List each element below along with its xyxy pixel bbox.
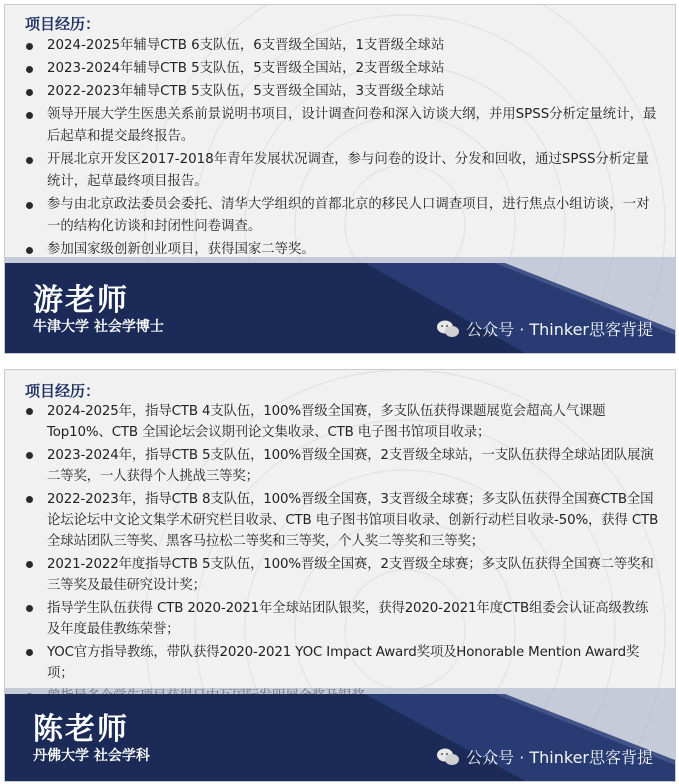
watermark-text: 公众号 · Thinker思客背提 — [466, 748, 653, 767]
list-item: 参与由北京政法委员会委托、清华大学组织的首都北京的移民人口调查项目，进行焦点小组访谈，一对一的结构化访谈和封闭性问卷调查。 — [23, 194, 661, 238]
watermark — [436, 745, 653, 768]
list-item: 开展北京开发区2017-2018年青年发展状况调查，参与问卷的设计、分发和回收，通过SPSS分析定量统计，起草最终项目报告。 — [23, 149, 661, 193]
list-item: 2023-2024年辅导CTB 5支队伍，5支晋级全国站，2支晋级全球站 — [23, 58, 661, 80]
teacher-card-chen — [4, 369, 676, 782]
wechat-icon — [436, 747, 460, 767]
teacher-name: 陈老师 — [33, 712, 129, 747]
list-item: 参加国家级创新创业项目，获得国家二等奖。 — [23, 239, 661, 261]
list-item: 领导开展大学生医患关系前景说明书项目，设计调查问卷和深入访谈大纲，并用SPSS分析定量统计，最后起草和提交最终报告。 — [23, 104, 661, 148]
section-title: 项目经历： — [25, 15, 101, 33]
list-item: 2023-2024年，指导CTB 5支队伍，100%晋级全国赛，2支晋级全球站，一支队伍获得全球站团队展演二等奖，一人获得个人挑战三等奖； — [23, 445, 661, 487]
list-item: 2021-2022年度指导CTB 5支队伍，100%晋级全国赛，2支晋级全球赛；多支队伍获得全国赛二等奖和三等奖及最佳研究设计奖； — [23, 554, 661, 596]
wechat-icon — [436, 319, 460, 339]
list-item: 2022-2023年，指导CTB 8支队伍，100%晋级全国赛，3支晋级全球赛；多支队伍获得全国赛CTB全国论坛论坛中文论文集学术研究栏目收录、CTB 电子图书馆项目收录、创新行动栏目收录-50%，获得 CTB全球站团队三等奖、黑客马拉松二等奖和三等奖，个人奖二等奖和三等奖； — [23, 489, 661, 552]
watermark — [436, 317, 653, 340]
section-title: 项目经历： — [25, 382, 101, 400]
watermark-text: 公众号 · Thinker思客背提 — [466, 320, 653, 339]
teacher-school: 丹佛大学 社会学科 — [33, 748, 150, 764]
list-item: 2024-2025年，指导CTB 4支队伍，100%晋级全国赛，多支队伍获得课题展览会超高人气课题Top10%、CTB 全国论坛会议期刊论文集收录、CTB 电子图书馆项目收录； — [23, 401, 661, 443]
list-item: 2024-2025年辅导CTB 6支队伍，6支晋级全国站，1支晋级全球站 — [23, 35, 661, 57]
list-item: 指导学生队伍获得 CTB 2020-2021年全球站团队银奖，获得2020-2021年度CTB组委会认证高级教练及年度最佳教练荣誉； — [23, 598, 661, 640]
list-item: 2022-2023年辅导CTB 5支队伍，5支晋级全国站，3支晋级全球站 — [23, 81, 661, 103]
teacher-school: 牛津大学 社会学博士 — [33, 319, 164, 335]
teacher-name: 游老师 — [33, 283, 129, 318]
list-item: YOC官方指导教练，带队获得2020-2021 YOC Impact Award奖项及Honorable Mention Award奖项； — [23, 642, 661, 684]
teacher-card-you — [4, 4, 676, 354]
